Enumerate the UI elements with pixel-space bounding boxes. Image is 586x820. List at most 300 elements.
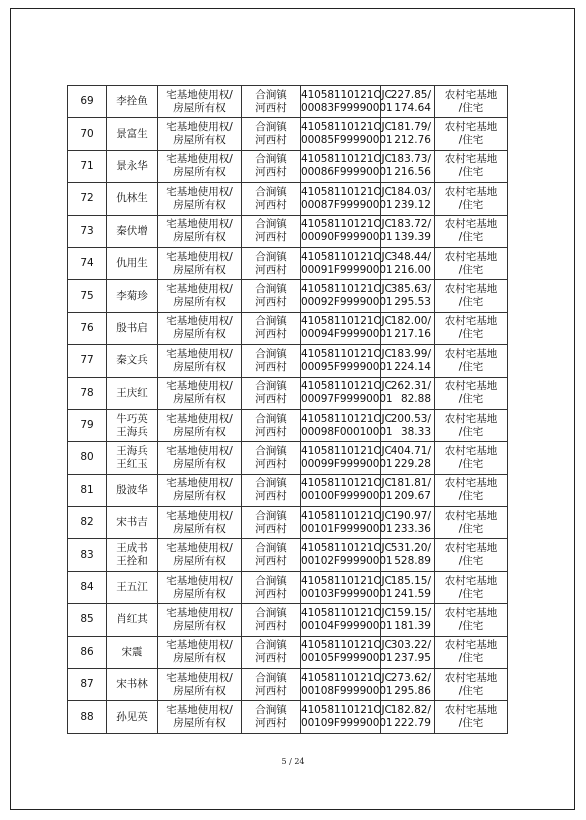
owner-name-cell — [107, 247, 158, 279]
parcel-code-cell — [301, 636, 393, 668]
row-number-cell: 75 — [68, 280, 107, 312]
owner-name-cell — [107, 701, 158, 733]
area-line: 38.33 — [400, 425, 431, 438]
right-type-line: 宅基地使用权/ — [166, 574, 233, 587]
area-line: 182.00/ — [390, 315, 431, 328]
land-use-line: /住宅 — [458, 198, 484, 211]
row-number-cell: 73 — [68, 215, 107, 247]
land-use-cell — [435, 247, 508, 279]
land-use-line: /住宅 — [458, 490, 484, 503]
row-number-cell: 74 — [68, 247, 107, 279]
land-use-line: /住宅 — [458, 101, 484, 114]
row-number-cell: 88 — [68, 701, 107, 733]
table-row — [68, 150, 508, 182]
area-line: 174.64 — [394, 101, 431, 114]
location-line: 河西村 — [255, 684, 287, 697]
parcel-code-line: 41058110121OJC — [301, 185, 392, 198]
area-line: 190.97/ — [390, 509, 431, 522]
area-line: 181.39 — [394, 619, 431, 632]
location-cell — [242, 312, 301, 344]
location-cell — [242, 280, 301, 312]
location-line: 合涧镇 — [255, 412, 287, 425]
area-line: 200.53/ — [390, 412, 431, 425]
parcel-code-line: 00108F99990001 — [301, 684, 393, 697]
parcel-code-line: 41058110121OJC — [301, 444, 392, 457]
parcel-code-line: 41058110121OJC — [301, 574, 392, 587]
location-line: 河西村 — [255, 457, 287, 470]
right-type-line: 房屋所有权 — [173, 490, 226, 503]
parcel-code-line: 00103F99990001 — [301, 587, 393, 600]
table-row — [68, 280, 508, 312]
row-number-cell: 83 — [68, 539, 107, 571]
right-type-line: 房屋所有权 — [173, 134, 226, 147]
location-cell — [242, 247, 301, 279]
location-cell — [242, 150, 301, 182]
owner-name-line: 秦伏增 — [116, 224, 148, 237]
parcel-code-cell — [301, 150, 393, 182]
row-number-cell: 72 — [68, 183, 107, 215]
table-row — [68, 183, 508, 215]
owner-name-line: 殷书启 — [116, 321, 148, 334]
right-type-cell — [158, 474, 242, 506]
parcel-code-cell — [301, 571, 393, 603]
page-number: 5 / 24 — [281, 757, 305, 766]
location-cell — [242, 474, 301, 506]
location-line: 河西村 — [255, 166, 287, 179]
parcel-code-line: 41058110121OJC — [301, 380, 392, 393]
land-use-cell — [435, 86, 508, 118]
table-row — [68, 247, 508, 279]
area-line: 224.14 — [394, 360, 431, 373]
parcel-code-cell — [301, 669, 393, 701]
owner-name-cell — [107, 474, 158, 506]
location-cell — [242, 571, 301, 603]
parcel-code-line: 00102F99990001 — [301, 555, 393, 568]
parcel-code-line: 41058110121OJC — [301, 218, 392, 231]
parcel-code-line: 00085F99990001 — [301, 134, 393, 147]
owner-name-cell — [107, 150, 158, 182]
area-line: 139.39 — [394, 231, 431, 244]
table-row — [68, 442, 508, 474]
area-line: 239.12 — [394, 198, 431, 211]
registry-table-body — [68, 86, 508, 734]
right-type-cell — [158, 183, 242, 215]
right-type-cell — [158, 215, 242, 247]
owner-name-line: 王成书 — [116, 542, 148, 555]
land-use-cell — [435, 442, 508, 474]
owner-name-cell — [107, 442, 158, 474]
area-line: 181.79/ — [390, 121, 431, 134]
parcel-code-line: 00091F99990001 — [301, 263, 393, 276]
land-use-line: 农村宅基地 — [444, 444, 498, 457]
table-row — [68, 701, 508, 733]
area-line: 303.22/ — [390, 639, 431, 652]
location-line: 河西村 — [255, 587, 287, 600]
right-type-line: 宅基地使用权/ — [166, 153, 233, 166]
land-use-line: 农村宅基地 — [444, 121, 498, 134]
area-line: 262.31/ — [390, 380, 431, 393]
owner-name-line: 孙见英 — [116, 710, 148, 723]
right-type-cell — [158, 507, 242, 539]
owner-name-line: 王拴和 — [116, 555, 148, 568]
location-line: 合涧镇 — [255, 704, 287, 717]
parcel-code-line: 41058110121OJC — [301, 153, 392, 166]
area-line: 183.99/ — [390, 347, 431, 360]
parcel-code-line: 00097F99990001 — [301, 393, 393, 406]
land-use-line: /住宅 — [458, 587, 484, 600]
land-use-line: /住宅 — [458, 457, 484, 470]
location-line: 合涧镇 — [255, 185, 287, 198]
right-type-line: 宅基地使用权/ — [166, 218, 233, 231]
parcel-code-line: 41058110121OJC — [301, 639, 392, 652]
parcel-code-line: 41058110121OJC — [301, 315, 392, 328]
owner-name-cell — [107, 86, 158, 118]
parcel-code-cell — [301, 312, 393, 344]
table-row — [68, 86, 508, 118]
land-use-line: /住宅 — [458, 360, 484, 373]
area-line: 241.59 — [394, 587, 431, 600]
land-use-line: 农村宅基地 — [444, 574, 498, 587]
land-use-line: 农村宅基地 — [444, 542, 498, 555]
area-line: 183.73/ — [390, 153, 431, 166]
right-type-line: 宅基地使用权/ — [166, 347, 233, 360]
land-use-cell — [435, 215, 508, 247]
parcel-code-line: 00100F99990001 — [301, 490, 393, 503]
location-line: 河西村 — [255, 231, 287, 244]
table-row — [68, 215, 508, 247]
owner-name-line: 王红玉 — [116, 457, 148, 470]
location-line: 合涧镇 — [255, 509, 287, 522]
location-line: 合涧镇 — [255, 121, 287, 134]
owner-name-cell — [107, 669, 158, 701]
parcel-code-line: 41058110121OJC — [301, 283, 392, 296]
right-type-cell — [158, 442, 242, 474]
location-line: 合涧镇 — [255, 639, 287, 652]
parcel-code-line: 00083F99990001 — [301, 101, 393, 114]
location-line: 合涧镇 — [255, 347, 287, 360]
location-line: 河西村 — [255, 490, 287, 503]
table-row — [68, 604, 508, 636]
right-type-cell — [158, 118, 242, 150]
land-use-cell — [435, 118, 508, 150]
owner-name-cell — [107, 183, 158, 215]
location-line: 合涧镇 — [255, 671, 287, 684]
table-row — [68, 409, 508, 441]
location-line: 河西村 — [255, 328, 287, 341]
land-use-line: /住宅 — [458, 652, 484, 665]
parcel-code-line: 41058110121OJC — [301, 477, 392, 490]
right-type-cell — [158, 377, 242, 409]
parcel-code-cell — [301, 701, 393, 733]
location-line: 合涧镇 — [255, 380, 287, 393]
land-use-cell — [435, 409, 508, 441]
right-type-cell — [158, 409, 242, 441]
area-line: 182.82/ — [390, 704, 431, 717]
location-cell — [242, 507, 301, 539]
right-type-cell — [158, 150, 242, 182]
right-type-line: 宅基地使用权/ — [166, 477, 233, 490]
location-line: 河西村 — [255, 717, 287, 730]
row-number-cell: 85 — [68, 604, 107, 636]
parcel-code-cell — [301, 280, 393, 312]
land-use-line: /住宅 — [458, 296, 484, 309]
parcel-code-line: 41058110121OJC — [301, 509, 392, 522]
area-line: 212.76 — [394, 134, 431, 147]
location-cell — [242, 409, 301, 441]
location-line: 合涧镇 — [255, 542, 287, 555]
area-line: 82.88 — [400, 393, 431, 406]
right-type-line: 宅基地使用权/ — [166, 380, 233, 393]
location-cell — [242, 183, 301, 215]
right-type-line: 宅基地使用权/ — [166, 121, 233, 134]
land-use-line: 农村宅基地 — [444, 639, 498, 652]
parcel-code-line: 00101F99990001 — [301, 522, 393, 535]
row-number-cell: 78 — [68, 377, 107, 409]
land-use-line: /住宅 — [458, 522, 484, 535]
row-number-cell: 71 — [68, 150, 107, 182]
area-line: 229.28 — [394, 457, 431, 470]
area-line: 181.81/ — [390, 477, 431, 490]
registry-table — [67, 85, 508, 734]
area-line: 159.15/ — [390, 606, 431, 619]
parcel-code-line: 41058110121OJC — [301, 347, 392, 360]
right-type-cell — [158, 345, 242, 377]
owner-name-cell — [107, 377, 158, 409]
parcel-code-line: 00095F99990001 — [301, 360, 393, 373]
location-cell — [242, 86, 301, 118]
parcel-code-line: 41058110121OJC — [301, 250, 392, 263]
land-use-line: /住宅 — [458, 684, 484, 697]
table-row — [68, 636, 508, 668]
land-use-line: /住宅 — [458, 263, 484, 276]
owner-name-cell — [107, 539, 158, 571]
right-type-line: 房屋所有权 — [173, 522, 226, 535]
row-number-cell: 80 — [68, 442, 107, 474]
land-use-cell — [435, 701, 508, 733]
location-line: 合涧镇 — [255, 250, 287, 263]
table-row — [68, 345, 508, 377]
parcel-code-line: 00090F99990001 — [301, 231, 393, 244]
right-type-line: 宅基地使用权/ — [166, 185, 233, 198]
parcel-code-cell — [301, 183, 393, 215]
right-type-line: 宅基地使用权/ — [166, 412, 233, 425]
right-type-line: 房屋所有权 — [173, 296, 226, 309]
right-type-cell — [158, 701, 242, 733]
land-use-line: /住宅 — [458, 328, 484, 341]
owner-name-line: 仇用生 — [116, 257, 148, 270]
table-row — [68, 507, 508, 539]
land-use-line: /住宅 — [458, 393, 484, 406]
right-type-line: 宅基地使用权/ — [166, 250, 233, 263]
land-use-line: /住宅 — [458, 231, 484, 244]
right-type-line: 宅基地使用权/ — [166, 542, 233, 555]
location-cell — [242, 604, 301, 636]
right-type-line: 房屋所有权 — [173, 684, 226, 697]
location-line: 合涧镇 — [255, 477, 287, 490]
area-line: 273.62/ — [390, 671, 431, 684]
parcel-code-cell — [301, 118, 393, 150]
land-use-line: 农村宅基地 — [444, 315, 498, 328]
owner-name-line: 宋书吉 — [116, 516, 148, 529]
owner-name-cell — [107, 571, 158, 603]
land-use-line: 农村宅基地 — [444, 153, 498, 166]
location-line: 合涧镇 — [255, 88, 287, 101]
row-number-cell: 84 — [68, 571, 107, 603]
parcel-code-line: 00086F99990001 — [301, 166, 393, 179]
location-line: 河西村 — [255, 296, 287, 309]
owner-name-cell — [107, 604, 158, 636]
land-use-line: 农村宅基地 — [444, 218, 498, 231]
row-number-cell: 87 — [68, 669, 107, 701]
parcel-code-cell — [301, 604, 393, 636]
location-cell — [242, 539, 301, 571]
land-use-cell — [435, 669, 508, 701]
parcel-code-line: 41058110121OJC — [301, 606, 392, 619]
right-type-line: 房屋所有权 — [173, 231, 226, 244]
right-type-line: 房屋所有权 — [173, 166, 226, 179]
right-type-cell — [158, 247, 242, 279]
owner-name-cell — [107, 507, 158, 539]
right-type-line: 宅基地使用权/ — [166, 315, 233, 328]
land-use-cell — [435, 345, 508, 377]
row-number-cell: 77 — [68, 345, 107, 377]
owner-name-line: 宋书林 — [116, 678, 148, 691]
land-use-line: /住宅 — [458, 555, 484, 568]
owner-name-cell — [107, 215, 158, 247]
owner-name-line: 景永华 — [116, 159, 148, 172]
parcel-code-cell — [301, 215, 393, 247]
table-row — [68, 118, 508, 150]
owner-name-line: 王海兵 — [116, 425, 148, 438]
owner-name-line: 仇林生 — [116, 192, 148, 205]
right-type-cell — [158, 86, 242, 118]
right-type-cell — [158, 312, 242, 344]
parcel-code-cell — [301, 442, 393, 474]
owner-name-line: 王海兵 — [116, 444, 148, 457]
row-number-cell: 76 — [68, 312, 107, 344]
right-type-line: 房屋所有权 — [173, 652, 226, 665]
location-line: 河西村 — [255, 522, 287, 535]
area-line: 385.63/ — [390, 283, 431, 296]
area-line: 216.56 — [394, 166, 431, 179]
row-number-cell: 82 — [68, 507, 107, 539]
location-line: 河西村 — [255, 263, 287, 276]
location-cell — [242, 118, 301, 150]
land-use-line: 农村宅基地 — [444, 606, 498, 619]
land-use-cell — [435, 377, 508, 409]
parcel-code-cell — [301, 247, 393, 279]
location-cell — [242, 636, 301, 668]
land-use-line: 农村宅基地 — [444, 704, 498, 717]
area-line: 295.53 — [394, 296, 431, 309]
right-type-line: 房屋所有权 — [173, 198, 226, 211]
right-type-line: 房屋所有权 — [173, 393, 226, 406]
right-type-line: 宅基地使用权/ — [166, 444, 233, 457]
parcel-code-line: 41058110121OJC — [301, 671, 392, 684]
row-number-cell: 81 — [68, 474, 107, 506]
parcel-code-line: 00109F99990001 — [301, 717, 393, 730]
location-line: 河西村 — [255, 425, 287, 438]
parcel-code-cell — [301, 86, 393, 118]
area-line: 184.03/ — [390, 185, 431, 198]
location-line: 合涧镇 — [255, 574, 287, 587]
land-use-cell — [435, 636, 508, 668]
parcel-code-cell — [301, 507, 393, 539]
table-row — [68, 312, 508, 344]
right-type-line: 宅基地使用权/ — [166, 704, 233, 717]
row-number-cell: 69 — [68, 86, 107, 118]
right-type-line: 房屋所有权 — [173, 555, 226, 568]
right-type-cell — [158, 280, 242, 312]
area-line: 217.16 — [394, 328, 431, 341]
owner-name-cell — [107, 118, 158, 150]
area-line: 404.71/ — [390, 444, 431, 457]
right-type-line: 房屋所有权 — [173, 360, 226, 373]
parcel-code-line: 00099F99990001 — [301, 457, 393, 470]
land-use-cell — [435, 474, 508, 506]
owner-name-line: 王五江 — [116, 581, 148, 594]
parcel-code-line: 00098F00010001 — [301, 425, 393, 438]
right-type-line: 房屋所有权 — [173, 425, 226, 438]
row-number-cell: 79 — [68, 409, 107, 441]
location-line: 河西村 — [255, 360, 287, 373]
row-number-cell: 70 — [68, 118, 107, 150]
land-use-cell — [435, 539, 508, 571]
owner-name-line: 李拴鱼 — [116, 95, 148, 108]
owner-name-cell — [107, 636, 158, 668]
table-row — [68, 474, 508, 506]
row-number-cell: 86 — [68, 636, 107, 668]
land-use-line: 农村宅基地 — [444, 477, 498, 490]
location-cell — [242, 442, 301, 474]
location-line: 河西村 — [255, 393, 287, 406]
area-line: 348.44/ — [390, 250, 431, 263]
right-type-line: 房屋所有权 — [173, 717, 226, 730]
owner-name-line: 王庆红 — [116, 386, 148, 399]
location-cell — [242, 377, 301, 409]
area-line: 227.85/ — [390, 88, 431, 101]
location-cell — [242, 669, 301, 701]
parcel-code-line: 41058110121OJC — [301, 121, 392, 134]
land-use-cell — [435, 604, 508, 636]
owner-name-cell — [107, 312, 158, 344]
land-use-line: 农村宅基地 — [444, 283, 498, 296]
right-type-line: 房屋所有权 — [173, 101, 226, 114]
location-line: 合涧镇 — [255, 283, 287, 296]
land-use-line: /住宅 — [458, 717, 484, 730]
land-use-cell — [435, 150, 508, 182]
right-type-line: 房屋所有权 — [173, 587, 226, 600]
land-use-line: 农村宅基地 — [444, 88, 498, 101]
owner-name-line: 李菊珍 — [116, 289, 148, 302]
owner-name-line: 牛巧英 — [116, 412, 148, 425]
location-line: 合涧镇 — [255, 315, 287, 328]
location-line: 河西村 — [255, 619, 287, 632]
land-use-line: 农村宅基地 — [444, 347, 498, 360]
location-line: 河西村 — [255, 134, 287, 147]
location-line: 合涧镇 — [255, 153, 287, 166]
area-line: 233.36 — [394, 522, 431, 535]
land-use-line: /住宅 — [458, 134, 484, 147]
land-use-cell — [435, 183, 508, 215]
right-type-line: 宅基地使用权/ — [166, 283, 233, 296]
owner-name-line: 肖红其 — [116, 613, 148, 626]
owner-name-line: 宋震 — [121, 645, 143, 658]
right-type-cell — [158, 604, 242, 636]
land-use-line: /住宅 — [458, 425, 484, 438]
parcel-code-cell — [301, 377, 393, 409]
location-line: 河西村 — [255, 555, 287, 568]
